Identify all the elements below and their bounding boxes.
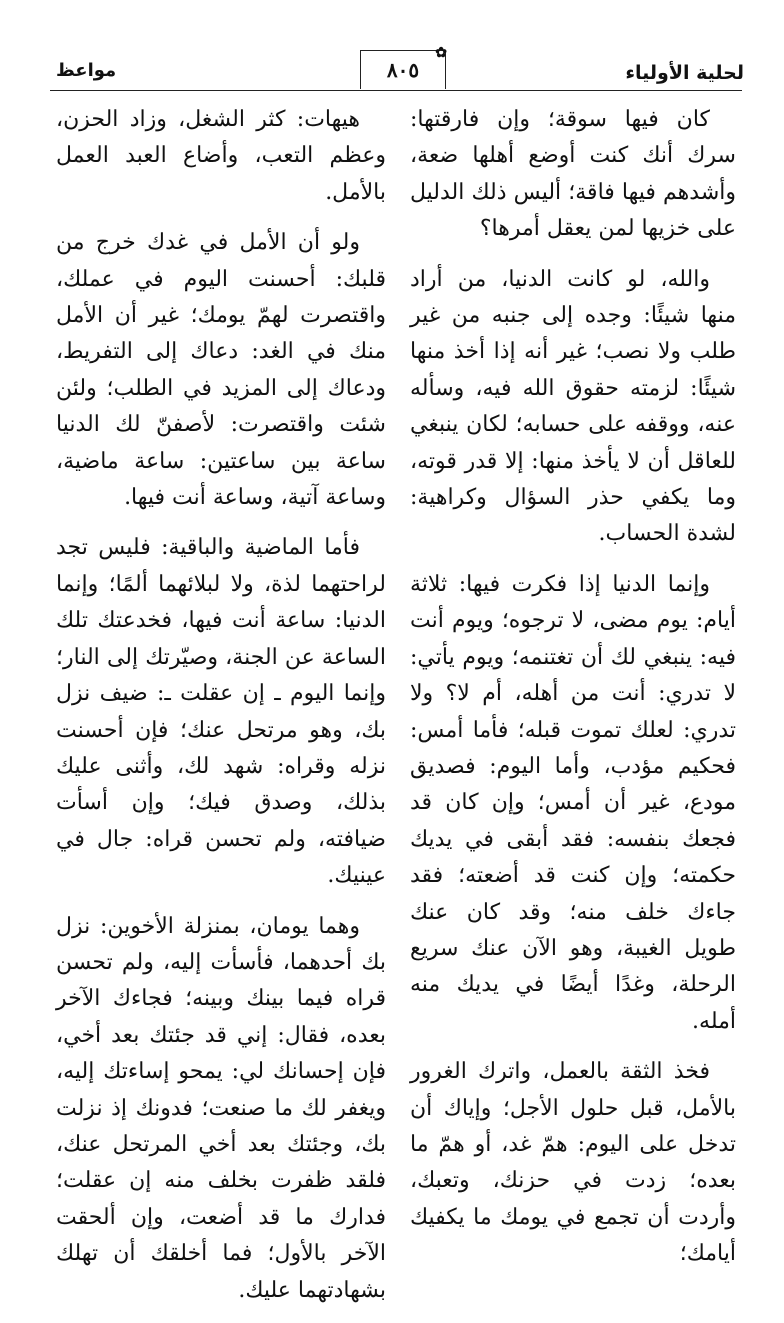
paragraph: ولو أن الأمل في غدك خرج من قلبك: أحسنت اليوم في عملك، واقتصرت لهمّ يومك؛ غير أن الأمل منك في الغد: دعاك إلى التفريط، ودعاك إلى المزيد في الطلب؛ ولئن شئت واقتصرت: لأصفنّ لك الدنيا ساعة بين ساعتين: ساعة ماضية، وساعة آتية، وساعة أنت فيها. (56, 230, 386, 511)
page-number: ٨٠٥ (386, 58, 420, 82)
paragraph: وإنما الدنيا إذا فكرت فيها: ثلاثة أيام: يوم مضى، لا ترجوه؛ ويوم أنت فيه: ينبغي لك أن تغتنمه؛ ويوم يأتي: لا تدري: أنت من أهله، أم لا؟ ولا تدري: لعلك تموت قبله؛ فأما أمس: فحكيم مؤدب، وأما اليوم: فصديق مودع، غير أن أمس؛ وإن كان قد فجعك بنفسه: فقد أبقى في يديك حكمته؛ وإن كنت قد أضعته؛ فقد جاءك خلف منه؛ وقد كان عنك طويل الغيبة، وهو الآن عنك سريع الرحلة، وغدًا أيضًا في يديك منه أمله. (410, 571, 736, 1034)
left-column (56, 102, 386, 1323)
paragraph: والله، لو كانت الدنيا، من أراد منها شيئًا: وجده إلى جنبه من غير طلب ولا نصب؛ غير أنه إذا أخذ منها شيئًا: لزمته حقوق الله فيه، وسأله عنه، ووقفه على حسابه؛ لكان ينبغي للعاقل أن لا يأخذ منها: إلا قدر قوته، وما يكفي حذر السؤال وكراهية: لشدة الحساب. (410, 266, 736, 547)
paragraph: فأما الماضية والباقية: فليس تجد لراحتهما لذة، ولا لبلائهما ألمًا؛ وإنما الدنيا: ساعة أنت فيها، فخدعتك تلك الساعة عن الجنة، وصيّرتك إلى النار؛ وإنما اليوم ـ إن عقلت ـ: ضيف نزل بك، وهو مرتحل عنك؛ فإن أحسنت نزله وقراه: شهد لك، وأثنى عليك بذلك، وصدق فيك؛ وإن أسأت ضيافته، ولم تحسن قراه: جال في عينيك. (56, 535, 386, 889)
book-title: لحلية الأولياء (625, 62, 744, 84)
ornament-icon: ✿ (435, 45, 447, 61)
paragraph: فخذ الثقة بالعمل، واترك الغرور بالأمل، قبل حلول الأجل؛ وإياك أن تدخل على اليوم: همّ غد، أو همّ ما بعده؛ زدت في حزنك، وتعبك، وأردت أن تجمع في يومك ما يكفيك أيامك؛ (410, 1059, 736, 1267)
paragraph: هيهات: كثر الشغل، وزاد الحزن، وعظم التعب، وأضاع العبد العمل بالأمل. (56, 107, 386, 205)
header-divider (50, 90, 742, 91)
page-number-frame (360, 45, 447, 89)
section-title: مواعظ (56, 60, 117, 81)
paragraph: كان فيها سوقة؛ وإن فارقتها: سرك أنك كنت أوضع أهلها ضعة، وأشدهم فيها فاقة؛ أليس ذلك الدليل على خزيها لمن يعقل أمرها؟ (410, 107, 736, 242)
paragraph: وهما يومان، بمنزلة الأخوين: نزل بك أحدهما، فأسأت إليه، ولم تحسن قراه فيما بينك وبينه؛ فجاءك الآخر بعده، فقال: إني قد جئتك بعد أخي، فإن إحسانك لي: يمحو إساءتك إليه، ويغفر لك ما صنعت؛ فدونك إذ نزلت بك، وجئتك بعد أخي المرتحل عنك، فلقد ظفرت بخلف منه إن عقلت؛ فدارك ما قد أضعت، وإن ألحقت الآخر بالأول؛ فما أخلقك أن تهلك بشهادتهما عليك. (56, 913, 386, 1303)
page-header (0, 0, 784, 100)
right-column (410, 102, 736, 1287)
